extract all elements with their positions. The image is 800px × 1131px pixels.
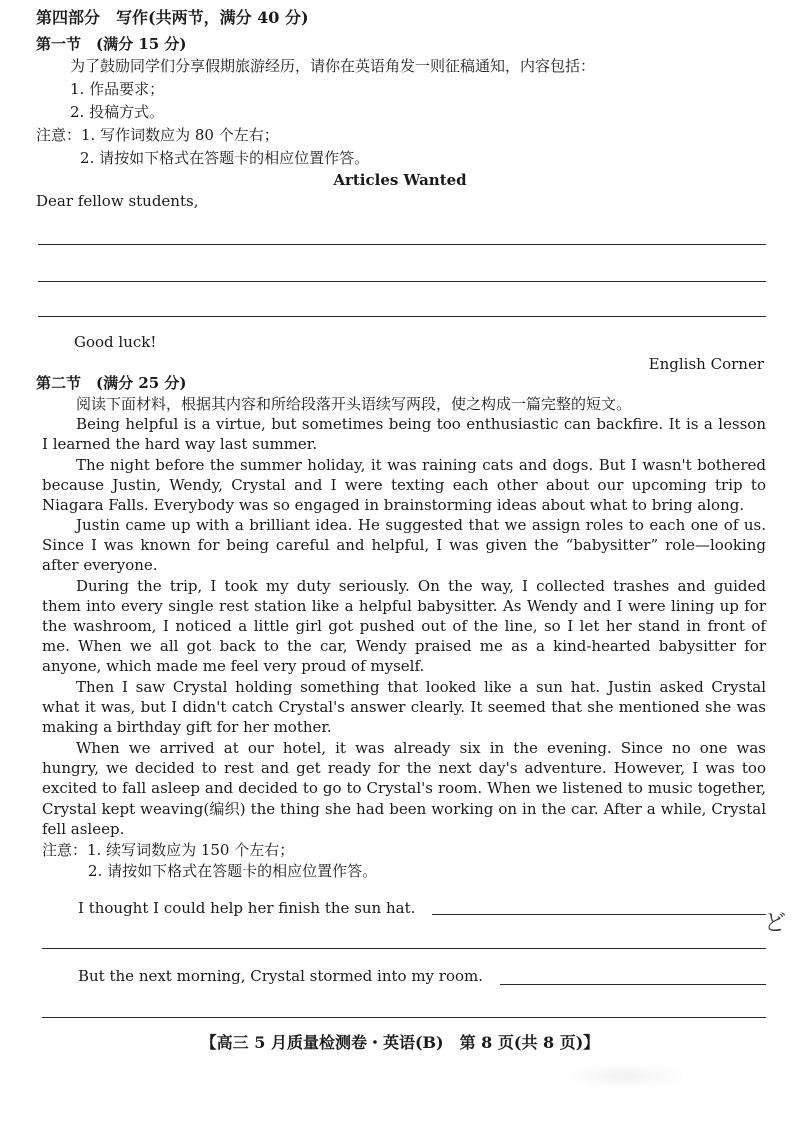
- story-line-9: During the trip, I took my duty seriously. On the way, I collected trashes and guided: [76, 577, 766, 595]
- letter-signature: English Corner: [648, 355, 764, 373]
- story-line-20: Crystal kept weaving(编织) the thing she had been working on in the car. After a while, Crystal: [42, 800, 766, 818]
- story-line-19: excited to fall asleep and decided to go to Crystal's room. When we listened to music together,: [42, 779, 766, 797]
- section2-instruction: 阅读下面材料，根据其内容和所给段落开头语续写两段，使之构成一篇完整的短文。: [76, 395, 632, 413]
- para2-answer-line-1: [500, 984, 766, 985]
- story-line-16: making a birthday gift for her mother.: [42, 718, 332, 736]
- story-line-15: what it was, but I didn't catch Crystal's answer clearly. It seemed that she mentioned she was: [42, 698, 766, 716]
- story-line-11: the washroom, I noticed a little girl got pushed out of the line, so I let her stand in front of: [42, 617, 766, 635]
- pen-mark: ど: [764, 911, 787, 936]
- part4-heading: 第四部分 写作(共两节，满分 40 分): [36, 8, 309, 27]
- section1-note-1: 注意：1. 写作词数应为 80 个左右；: [36, 126, 279, 144]
- story-line-1: Being helpful is a virtue, but sometimes being too enthusiastic can backfire. It is a lesson: [76, 415, 766, 433]
- story-line-3: The night before the summer holiday, it was raining cats and dogs. But I wasn't bothered: [76, 456, 766, 474]
- story-line-6: Justin came up with a brilliant idea. He suggested that we assign roles to each one of us.: [76, 516, 766, 534]
- page-footer: 【高三 5 月质量检测卷・英语(B) 第 8 页(共 8 页)】: [200, 1033, 600, 1052]
- story-line-2: I learned the hard way last summer.: [42, 435, 318, 453]
- section1-title: 第一节 (满分 15 分): [36, 35, 187, 53]
- scan-smudge: [560, 1062, 690, 1090]
- section1-prompt: 为了鼓励同学们分享假期旅游经历，请你在英语角发一则征稿通知，内容包括：: [70, 57, 596, 75]
- story-line-13: anyone, which made me feel very proud of myself.: [42, 657, 425, 675]
- story-line-21: fell asleep.: [42, 820, 125, 838]
- story-line-4: because Justin, Wendy, Crystal and I were texting each other about our upcoming trip to: [42, 476, 766, 494]
- para1-answer-line-1: [432, 914, 766, 915]
- letter-title: Articles Wanted: [333, 171, 467, 189]
- story-line-8: after everyone.: [42, 556, 158, 574]
- section2-note-2: 2. 请按如下格式在答题卡的相应位置作答。: [88, 862, 378, 880]
- letter-salutation: Dear fellow students,: [36, 192, 199, 210]
- section1-note-2: 2. 请按如下格式在答题卡的相应位置作答。: [80, 149, 370, 167]
- story-line-10: them into every single rest station like a helpful babysitter. As Wendy and I were lining up for: [42, 597, 766, 615]
- story-line-7: Since I was known for being careful and helpful, I was given the “babysitter” role—looking: [42, 536, 766, 554]
- para1-opening: I thought I could help her finish the sun hat.: [78, 899, 416, 917]
- story-line-14: Then I saw Crystal holding something that looked like a sun hat. Justin asked Crystal: [76, 678, 766, 696]
- answer-line-2: [38, 281, 766, 282]
- para2-opening: But the next morning, Crystal stormed into my room.: [78, 967, 484, 985]
- section1-item-1: 1. 作品要求；: [70, 80, 165, 98]
- story-line-5: Niagara Falls. Everybody was so engaged in brainstorming ideas about what to bring along.: [42, 496, 745, 514]
- section2-note-1: 注意：1. 续写词数应为 150 个左右；: [42, 841, 295, 859]
- para2-answer-line-2: [42, 1017, 766, 1018]
- section1-item-2: 2. 投稿方式。: [70, 103, 165, 121]
- answer-line-1: [38, 244, 766, 245]
- story-line-17: When we arrived at our hotel, it was already six in the evening. Since no one was: [76, 739, 766, 757]
- para1-answer-line-2: [42, 948, 766, 949]
- letter-closing: Good luck!: [74, 333, 157, 351]
- story-line-12: me. When we all got back to the car, Wendy praised me as a kind-hearted babysitter for: [42, 637, 766, 655]
- section2-title: 第二节 (满分 25 分): [36, 374, 187, 392]
- story-line-18: hungry, we decided to rest and get ready for the next day's adventure. However, I was too: [42, 759, 766, 777]
- answer-line-3: [38, 316, 766, 317]
